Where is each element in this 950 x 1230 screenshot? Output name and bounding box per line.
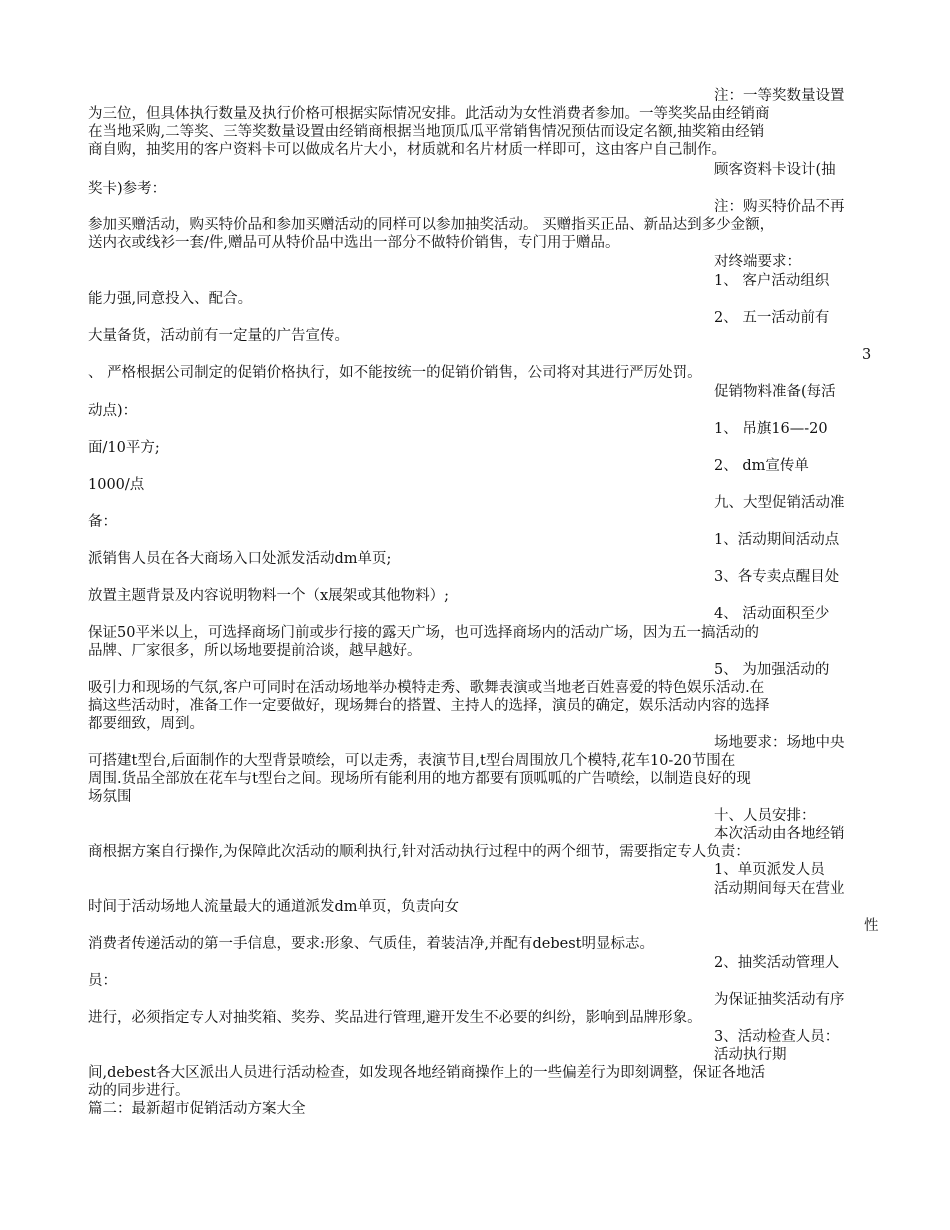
text-line: 、 严格根据公司制定的促销价格执行，如不能按统一的促销价销售，公司将对其进行严厉处罚。 xyxy=(88,365,702,381)
text-line: 商根据方案自行操作,为保障此次活动的顺利执行,针对活动执行过程中的两个细节，需要指定专人负责： xyxy=(88,844,750,860)
text-line: 性 xyxy=(864,918,879,934)
text-line: 在当地采购,二等奖、三等奖数量设置由经销商根据当地顶瓜瓜平常销售情况预估而设定名额,抽奖箱由经销 xyxy=(88,124,765,140)
text-line: 促销物料准备(每活 xyxy=(714,384,836,400)
text-line: 周围.货品全部放在花车与t型台之间。现场所有能利用的地方都要有顶呱呱的广告喷绘，以制造良好的现 xyxy=(88,771,751,787)
text-line: 大量备货，活动前有一定量的广告宣传。 xyxy=(88,328,349,344)
text-line: 3 xyxy=(862,347,872,363)
text-line: 九、大型促销活动准 xyxy=(714,495,845,511)
text-line: 顾客资料卡设计(抽 xyxy=(714,162,836,178)
text-line: 为保证抽奖活动有序 xyxy=(714,992,845,1008)
text-line: 间,debest各大区派出人员进行活动检查，如发现各地经销商操作上的一些偏差行为即刻调整，保证各地活 xyxy=(88,1065,766,1081)
text-line: 场氛围 xyxy=(88,789,132,805)
text-line: 2、抽奖活动管理人 xyxy=(714,955,840,971)
text-line: 注：购买特价品不再 xyxy=(714,199,845,215)
text-line: 活动期间每天在营业 xyxy=(714,881,845,897)
text-line: 3、各专卖点醒目处 xyxy=(714,569,840,585)
text-line: 放置主题背景及内容说明物料一个（x展架或其他物料）; xyxy=(88,588,450,604)
text-line: 1、活动期间活动点 xyxy=(714,532,840,548)
text-line: 奖卡)参考： xyxy=(88,181,167,197)
text-line: 场地要求：场地中央 xyxy=(714,735,845,751)
text-line: 本次活动由各地经销 xyxy=(714,826,845,842)
text-line: 3、活动检查人员： xyxy=(714,1029,840,1045)
text-line: 员： xyxy=(88,973,117,989)
text-line: 搞这些活动时，准备工作一定要做好，现场舞台的搭置、主持人的选择，演员的确定，娱乐活动内容的选择 xyxy=(88,698,770,714)
text-line: 1、 吊旗16—-20 xyxy=(714,421,828,437)
text-line: 保证50平米以上，可选择商场门前或步行接的露天广场，也可选择商场内的活动广场，因为五一搞活动的 xyxy=(88,625,759,641)
section-heading: 篇二：最新超市促销活动方案大全 xyxy=(88,1101,306,1117)
text-line: 进行，必须指定专人对抽奖箱、奖券、奖品进行管理,避开发生不必要的纠纷，影响到品牌形象。 xyxy=(88,1010,702,1026)
text-line: 参加买赠活动，购买特价品和参加买赠活动的同样可以参加抽奖活动。 买赠指买正品、新品达到多少金额， xyxy=(88,217,775,233)
text-line: 2、 dm宣传单 xyxy=(714,458,809,474)
text-line: 时间于活动场地人流量最大的通道派发dm单页，负责向女 xyxy=(88,899,460,915)
text-line: 5、 为加强活动的 xyxy=(714,662,830,678)
text-line: 派销售人员在各大商场入口处派发活动dm单页; xyxy=(88,551,392,567)
text-line: 都要细致，周到。 xyxy=(88,716,204,732)
text-line: 4、 活动面积至少 xyxy=(714,606,830,622)
text-line: 吸引力和现场的气氛,客户可同时在活动场地举办模特走秀、歌舞表演或当地老百姓喜爱的特色娱乐活动.在 xyxy=(88,680,765,696)
text-line: 1000/点 xyxy=(88,477,145,493)
text-line: 1、 客户活动组织 xyxy=(714,273,830,289)
text-line: 对终端要求： xyxy=(714,254,801,270)
text-line: 十、人员安排： xyxy=(714,808,816,824)
text-line: 消费者传递活动的第一手信息，要求:形象、气质佳，着装洁净,并配有debest明显标志。 xyxy=(88,936,654,952)
text-line: 活动执行期 xyxy=(714,1047,787,1063)
text-line: 1、单页派发人员 xyxy=(714,862,825,878)
text-line: 送内衣或线衫一套/件,赠品可从特价品中选出一部分不做特价销售，专门用于赠品。 xyxy=(88,235,620,251)
text-line: 为三位，但具体执行数量及执行价格可根据实际情况安排。此活动为女性消费者参加。一等奖奖品由经销商 xyxy=(88,106,770,122)
text-line: 动点)： xyxy=(88,403,138,419)
text-line: 能力强,同意投入、配合。 xyxy=(88,291,253,307)
text-line: 注：一等奖数量设置 xyxy=(714,88,845,104)
text-line: 可搭建t型台,后面制作的大型背景喷绘，可以走秀，表演节目,t型台周围放几个模特,花车10-20节围在 xyxy=(88,753,736,769)
text-line: 2、 五一活动前有 xyxy=(714,310,830,326)
text-line: 品牌、厂家很多，所以场地要提前洽谈，越早越好。 xyxy=(88,643,422,659)
text-line: 商自购，抽奖用的客户资料卡可以做成名片大小，材质就和名片材质一样即可，这由客户自己制作。 xyxy=(88,142,726,158)
text-line: 动的同步进行。 xyxy=(88,1083,190,1099)
text-line: 备： xyxy=(88,514,117,530)
text-line: 面/10平方; xyxy=(88,440,160,456)
